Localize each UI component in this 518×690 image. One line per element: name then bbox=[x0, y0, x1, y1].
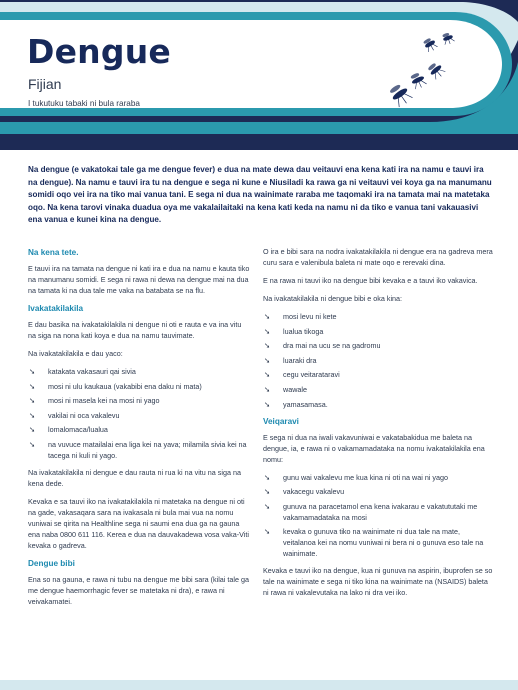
arrow-icon: ➘ bbox=[29, 439, 36, 449]
list-item: ➘ kevaka o gunuva tiko na wainimate ni dua tale na mate, veitalanoa kei na nomu vuniwai ni bera ni o gunuva eso tale na wainimate. bbox=[264, 527, 484, 559]
arrow-icon: ➘ bbox=[264, 355, 271, 365]
arrow-icon: ➘ bbox=[29, 396, 36, 406]
arrow-icon: ➘ bbox=[264, 487, 271, 497]
list-item: ➘ gunu wai vakalevu me kua kina ni oti na wai ni yago bbox=[264, 472, 449, 482]
arrow-icon: ➘ bbox=[264, 472, 271, 482]
paragraph: E sega ni dua na iwali vakavuniwai e vakatabakidua me baleta na dengue, ia, e rawa ni o vakamamadataka na nomu ivakatakilakila ena nomu: bbox=[263, 432, 485, 464]
paragraph: O ira e bibi sara na nodra ivakatakilakila ni dengue era na gadreva mera curu sara e valenibula baleta ni mate oqo e rerevaki dina. bbox=[263, 247, 493, 267]
arrow-icon: ➘ bbox=[29, 367, 36, 376]
page-title: Dengue bbox=[27, 32, 171, 71]
list-item: ➘ lomalomaca/lualua bbox=[29, 425, 108, 435]
section-heading-treatment: Veiqaravi bbox=[263, 416, 299, 426]
arrow-icon: ➘ bbox=[264, 527, 271, 537]
section-heading-severe: Dengue bibi bbox=[28, 558, 75, 568]
section-heading-symptoms: Ivakatakilakila bbox=[28, 304, 84, 313]
list-item: ➘ vakilai ni oca vakalevu bbox=[29, 410, 120, 420]
list-item: ➘ mosi levu ni kete bbox=[264, 312, 337, 321]
list-item: ➘ luaraki dra bbox=[264, 355, 317, 365]
list-item: ➘ wawale bbox=[264, 384, 307, 394]
mosquito-icon bbox=[388, 30, 508, 130]
paragraph: E tauvi ira na tamata na dengue ni kati ira e dua na namu e kauta tiko na manumanu somidi. E sega ni rawa ni dewa na dengue mai na dua na tamata ki na dua tale me vaka na batabata se na flu. bbox=[28, 264, 250, 295]
footer-band bbox=[0, 680, 518, 690]
severe-symptoms-list bbox=[263, 311, 493, 410]
paragraph: E na rawa ni tauvi iko na dengue bibi kevaka e a tauvi iko vakavica. bbox=[263, 276, 478, 285]
paragraph: Na ivakatakilakila e dau yaco: bbox=[28, 349, 123, 358]
treatment-list bbox=[263, 472, 493, 560]
header-banner bbox=[0, 0, 518, 150]
list-item: ➘ lualua tikoga bbox=[264, 326, 324, 336]
list-item: ➘ cegu veitarataravi bbox=[264, 370, 340, 380]
arrow-icon: ➘ bbox=[264, 501, 271, 511]
arrow-icon: ➘ bbox=[29, 425, 36, 435]
arrow-icon: ➘ bbox=[264, 312, 271, 321]
list-item: ➘ katakata vakasauri qai sivia bbox=[29, 367, 136, 376]
arrow-icon: ➘ bbox=[264, 341, 271, 351]
arrow-icon: ➘ bbox=[264, 384, 271, 394]
list-item: ➘ yamasamasa. bbox=[264, 399, 328, 409]
arrow-icon: ➘ bbox=[29, 381, 36, 391]
paragraph: E dau basika na ivakatakilakila ni dengue ni oti e rauta e va ina vitu na siga na nona kati koya e dua na namu tauvimate. bbox=[28, 320, 242, 340]
left-column bbox=[28, 247, 250, 614]
list-item: ➘ mosi ni masela kei na mosi ni yago bbox=[29, 396, 160, 406]
paragraph: Na ivakatakilakila ni dengue e dau rauta ni rua ki na vitu na siga na kena dede. bbox=[28, 467, 241, 488]
arrow-icon: ➘ bbox=[264, 399, 271, 409]
paragraph: Na ivakatakilakila ni dengue bibi e oka kina: bbox=[263, 294, 403, 303]
right-column bbox=[263, 246, 493, 605]
tagline: I tukutuku tabaki ni bula raraba bbox=[28, 99, 140, 108]
symptoms-list bbox=[28, 366, 250, 461]
list-item: ➘ mosi ni ulu kaukaua (vakabibi ena daku ni mata) bbox=[29, 381, 202, 391]
list-item: ➘ gunuva na paracetamol ena kena ivakarau e vakatututaki me vakamamadataka na mosi bbox=[264, 501, 478, 522]
arrow-icon: ➘ bbox=[264, 326, 271, 336]
arrow-icon: ➘ bbox=[264, 370, 271, 380]
section-heading-spread: Na kena tete. bbox=[28, 248, 79, 257]
intro-paragraph: Na dengue (e vakatokai tale ga me dengue fever) e dua na mate dewa dau veitauvi ena kena kati ira na namu e tauvi ira na dengue). Na namu e tauvi ira tu na dengue e sega ni kune e Niusiladi ka rawa ga ni veitauvi vei koya ga na manumanu somidi oqo vei ira na tiko mai vanua tani. E sega ni dua na wainimate raraba me taqomaki ira na tamata mai na matetaka oqo. Na kena tarovi vinaka duadua oya me vakalailaitaki na kena kati keda na namu ni da tiko e vanua tani vakauasivi ena vanua e kunei kina na dengue. bbox=[28, 165, 492, 225]
list-item: ➘ na vuvuce matailalai ena liga kei na yava; milamila sivia kei na tacega ni kuli ni yago. bbox=[29, 439, 247, 460]
language-subtitle: Fijian bbox=[28, 76, 62, 92]
paragraph: Kevaka e tauvi iko na dengue, kua ni gunuva na aspirin, ibuprofen se so tale na wainimate e sega ni tiko kina na wainimate na (NSAIDS) baleta ni rawa ni vakalevutaka na lako ni dra vei iko. bbox=[263, 566, 493, 598]
paragraph: Kevaka e sa tauvi iko na ivakatakilakila ni matetaka na dengue ni oti na gade, vakasaqara sara na ivakasala ni bula mai vua na nomu vuniwai se qirita na Healthline sega ni saumi ena dua ga na gauna ena naba 0800 611 116. Kerea e dua na dauvakadewa vosa vaka-Viti kevaka o gadreva. bbox=[28, 496, 249, 550]
list-item: ➘ vakacegu vakalevu bbox=[264, 487, 345, 497]
arrow-icon: ➘ bbox=[29, 410, 36, 420]
list-item: ➘ dra mai na ucu se na gadromu bbox=[264, 341, 381, 351]
paragraph: Ena so na gauna, e rawa ni tubu na dengue me bibi sara (kilai tale ga me dengue haemorrhagic fever se matetaka ni dra), e rawa ni veivakamatei. bbox=[28, 574, 249, 606]
